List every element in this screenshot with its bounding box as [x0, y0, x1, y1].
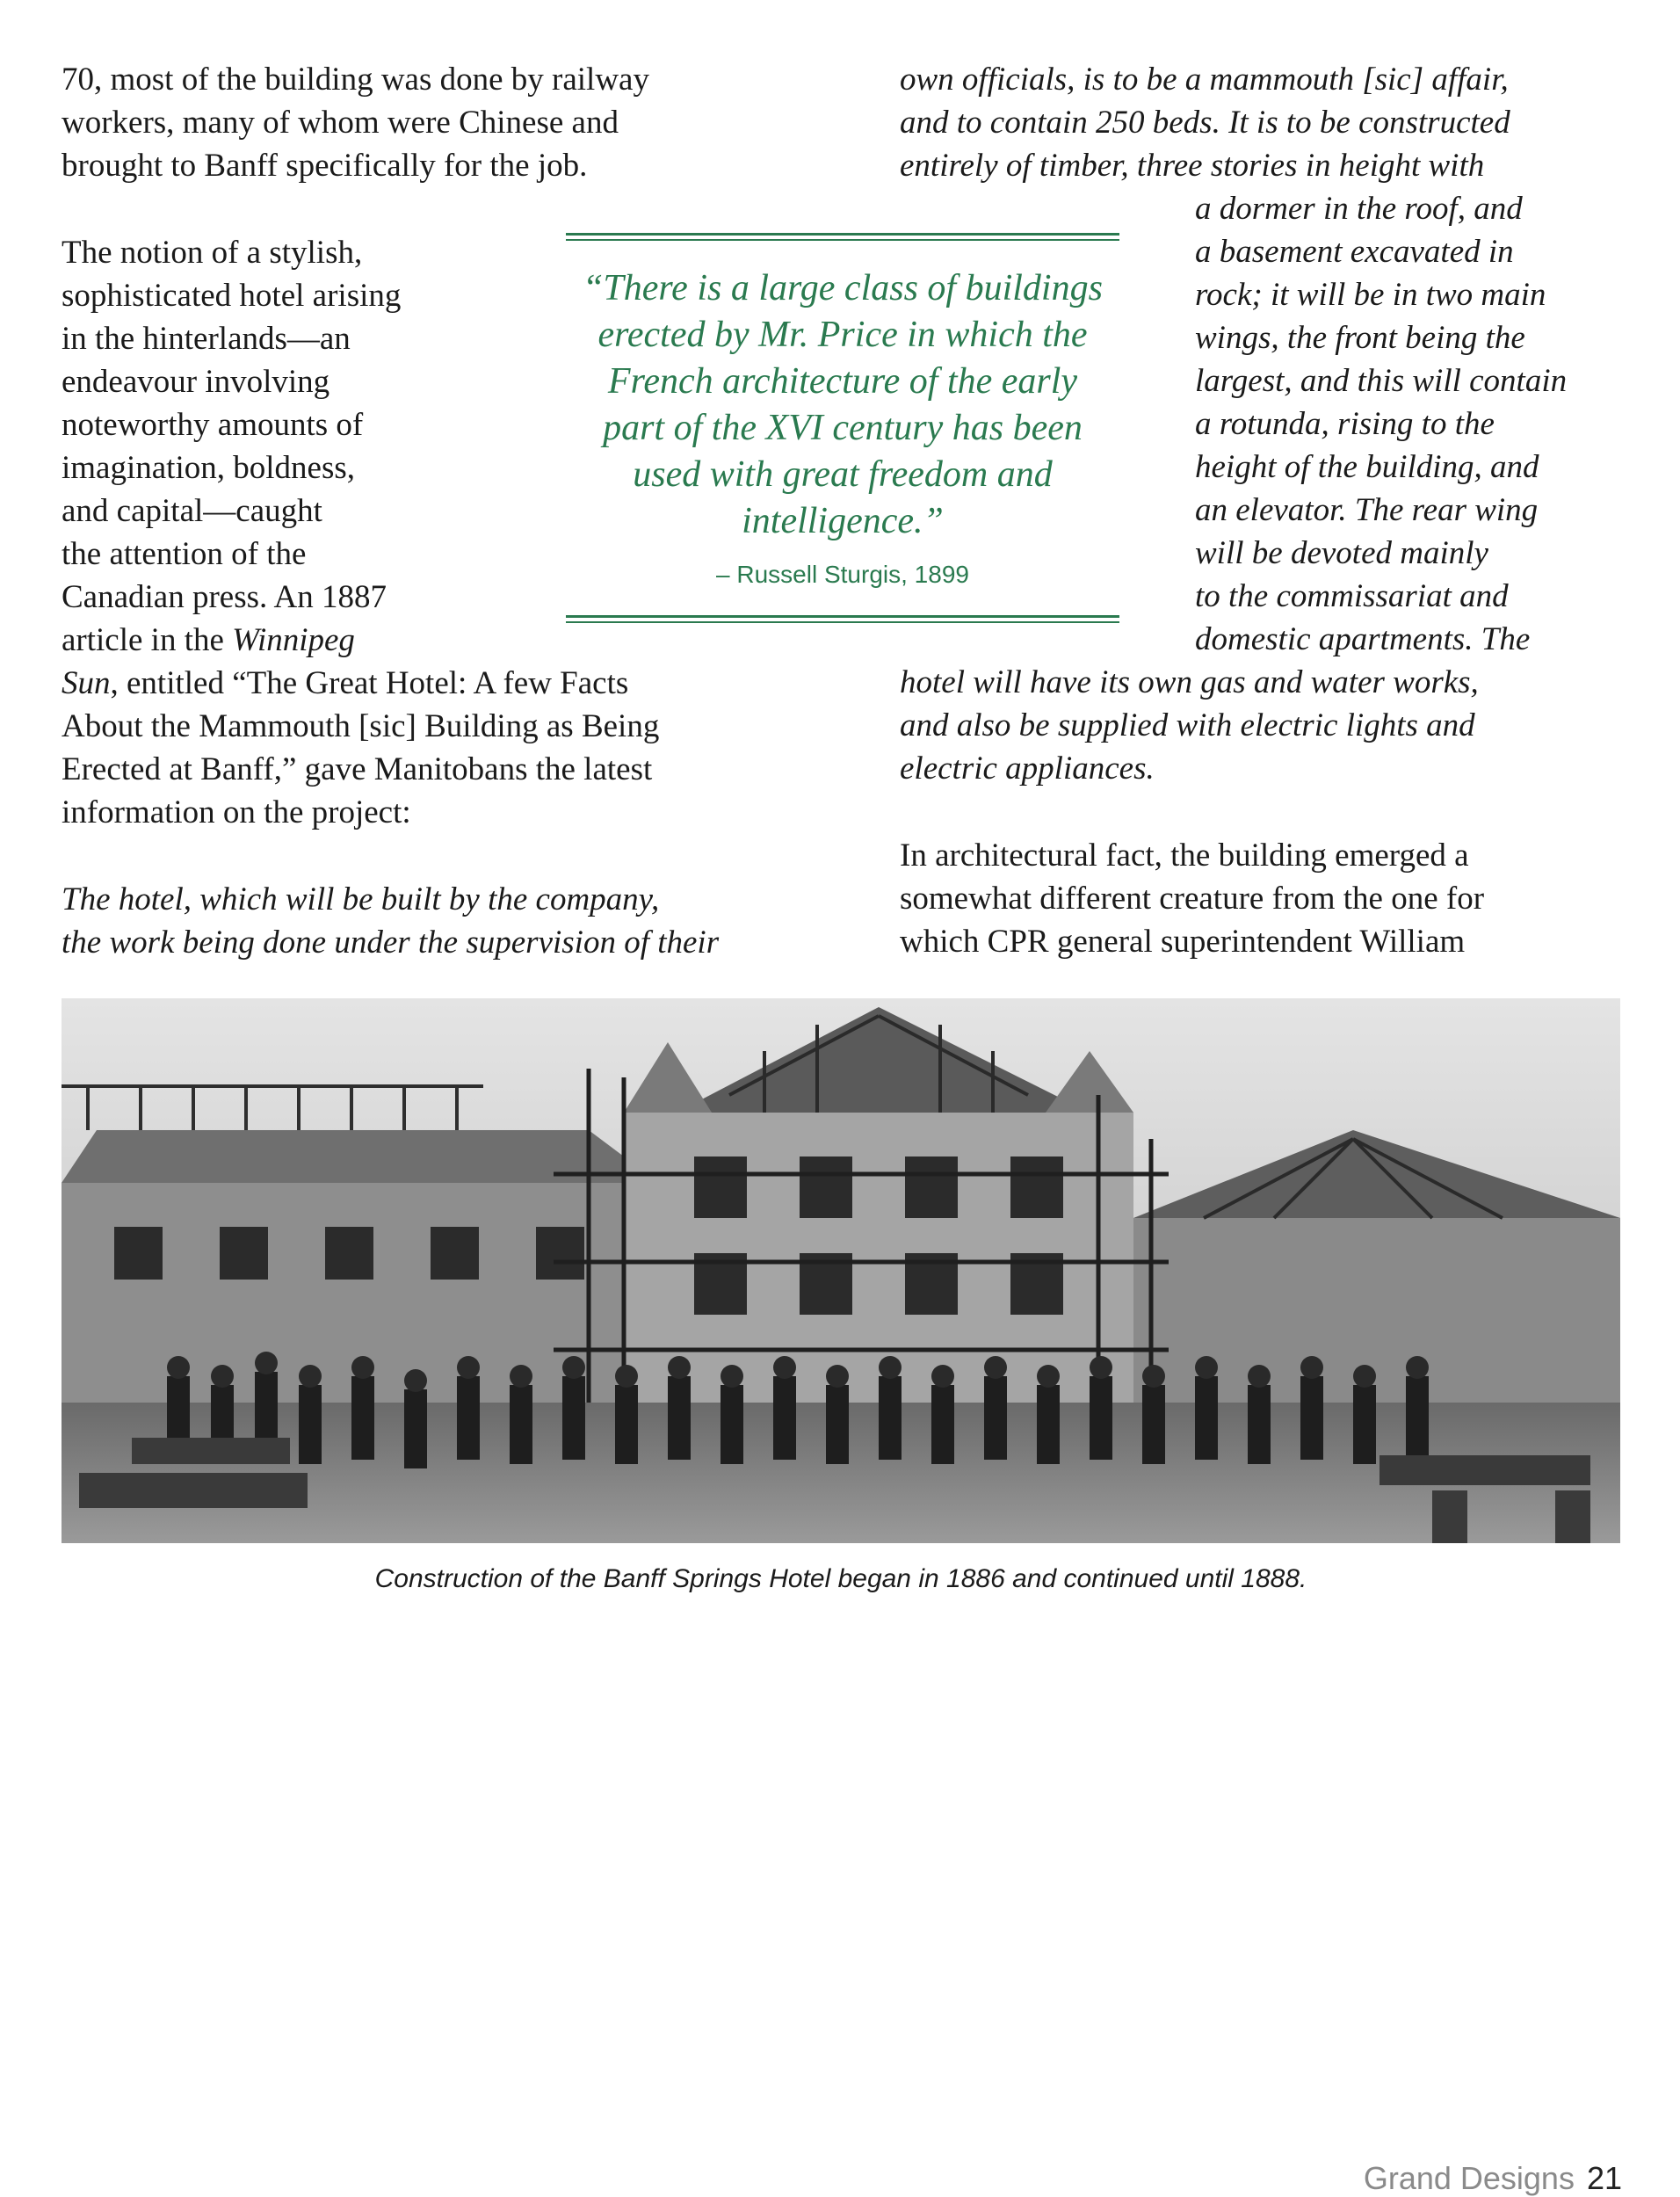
body-text-line [62, 662, 628, 705]
body-text-line: in the hinterlands—an [62, 321, 351, 357]
pull-quote-line: erected by Mr. Price in which the [597, 315, 1088, 355]
body-text-line: endeavour involving [62, 364, 330, 400]
body-text-line: somewhat different creature from the one for [900, 881, 1485, 917]
quote-text-line: largest, and this will contain [1195, 363, 1568, 399]
body-text-line: which CPR general superintendent William [900, 924, 1466, 960]
body-text-line: workers, many of whom were Chinese and [62, 105, 619, 141]
quote-text-line: and to contain 250 beds. It is to be constructed [900, 105, 1510, 141]
body-text-line: About the Mammouth [sic] Building as Being [62, 708, 660, 744]
quote-text-line: an elevator. The rear wing [1195, 492, 1539, 528]
quote-text-line: rock; it will be in two main [1195, 277, 1546, 313]
quote-text-line: the work being done under the supervision of their [62, 924, 720, 961]
pull-quote-line: intelligence.” [742, 501, 944, 541]
quote-text-line: will be devoted mainly [1195, 535, 1488, 571]
quote-text-line: a basement excavated in [1195, 234, 1514, 270]
pull-quote-line: “There is a large class of buildings [583, 268, 1103, 308]
publication-name: Sun [62, 665, 111, 701]
construction-photo [62, 998, 1620, 1543]
quote-text-line: a rotunda, rising to the [1195, 406, 1495, 442]
page-footer [1364, 2160, 1622, 2197]
body-text-line [62, 619, 355, 662]
quote-text-line: hotel will have its own gas and water works, [900, 664, 1479, 700]
running-title: Grand Designs [1363, 2160, 1575, 2196]
photo-caption: Construction of the Banff Springs Hotel began in 1886 and continued until 1888. [374, 1564, 1307, 1593]
quote-text-line: to the commissariat and [1195, 578, 1509, 614]
quote-text-line: height of the building, and [1195, 449, 1539, 485]
quote-text-line: electric appliances. [900, 750, 1155, 787]
body-text-line: Canadian press. An 1887 [62, 579, 387, 615]
pull-quote-bottom-rule [566, 615, 1119, 623]
quote-text-line: entirely of timber, three stories in height with [900, 148, 1485, 184]
body-text-line: sophisticated hotel arising [62, 278, 402, 314]
pull-quote-top-rule [566, 233, 1119, 241]
body-text-span: , entitled “The Great Hotel: A few Facts [110, 665, 629, 701]
body-text-line: the attention of the [62, 536, 307, 572]
body-text-line: 70, most of the building was done by railway [62, 62, 649, 98]
quote-text-line: The hotel, which will be built by the company, [62, 881, 660, 917]
body-text-line: noteworthy amounts of [62, 407, 364, 443]
pull-quote-attribution: – Russell Sturgis, 1899 [716, 561, 969, 588]
body-text-line: In architectural fact, the building emerged a [900, 837, 1469, 874]
pull-quote-line: used with great freedom and [633, 454, 1053, 495]
body-text-line: imagination, boldness, [62, 450, 355, 486]
publication-name: Winnipeg [232, 622, 355, 658]
quote-text-line: a dormer in the roof, and [1195, 191, 1523, 227]
page-number: 21 [1586, 2160, 1622, 2196]
body-text-line: and capital—caught [62, 493, 322, 529]
quote-text-line: wings, the front being the [1195, 320, 1525, 356]
body-text-line: information on the project: [62, 794, 411, 830]
quote-text-line: own officials, is to be a mammouth [sic] affair, [900, 62, 1509, 98]
body-text-line: brought to Banff specifically for the job. [62, 148, 588, 184]
body-text-span: article in the [62, 622, 233, 658]
quote-text-line: domestic apartments. The [1195, 621, 1531, 657]
quote-text-line: and also be supplied with electric lights and [900, 707, 1475, 743]
body-text-line: The notion of a stylish, [62, 235, 363, 271]
body-text-line: Erected at Banff,” gave Manitobans the latest [62, 751, 653, 787]
pull-quote-line: French architecture of the early [607, 361, 1078, 402]
pull-quote-line: part of the XVI century has been [603, 408, 1083, 448]
